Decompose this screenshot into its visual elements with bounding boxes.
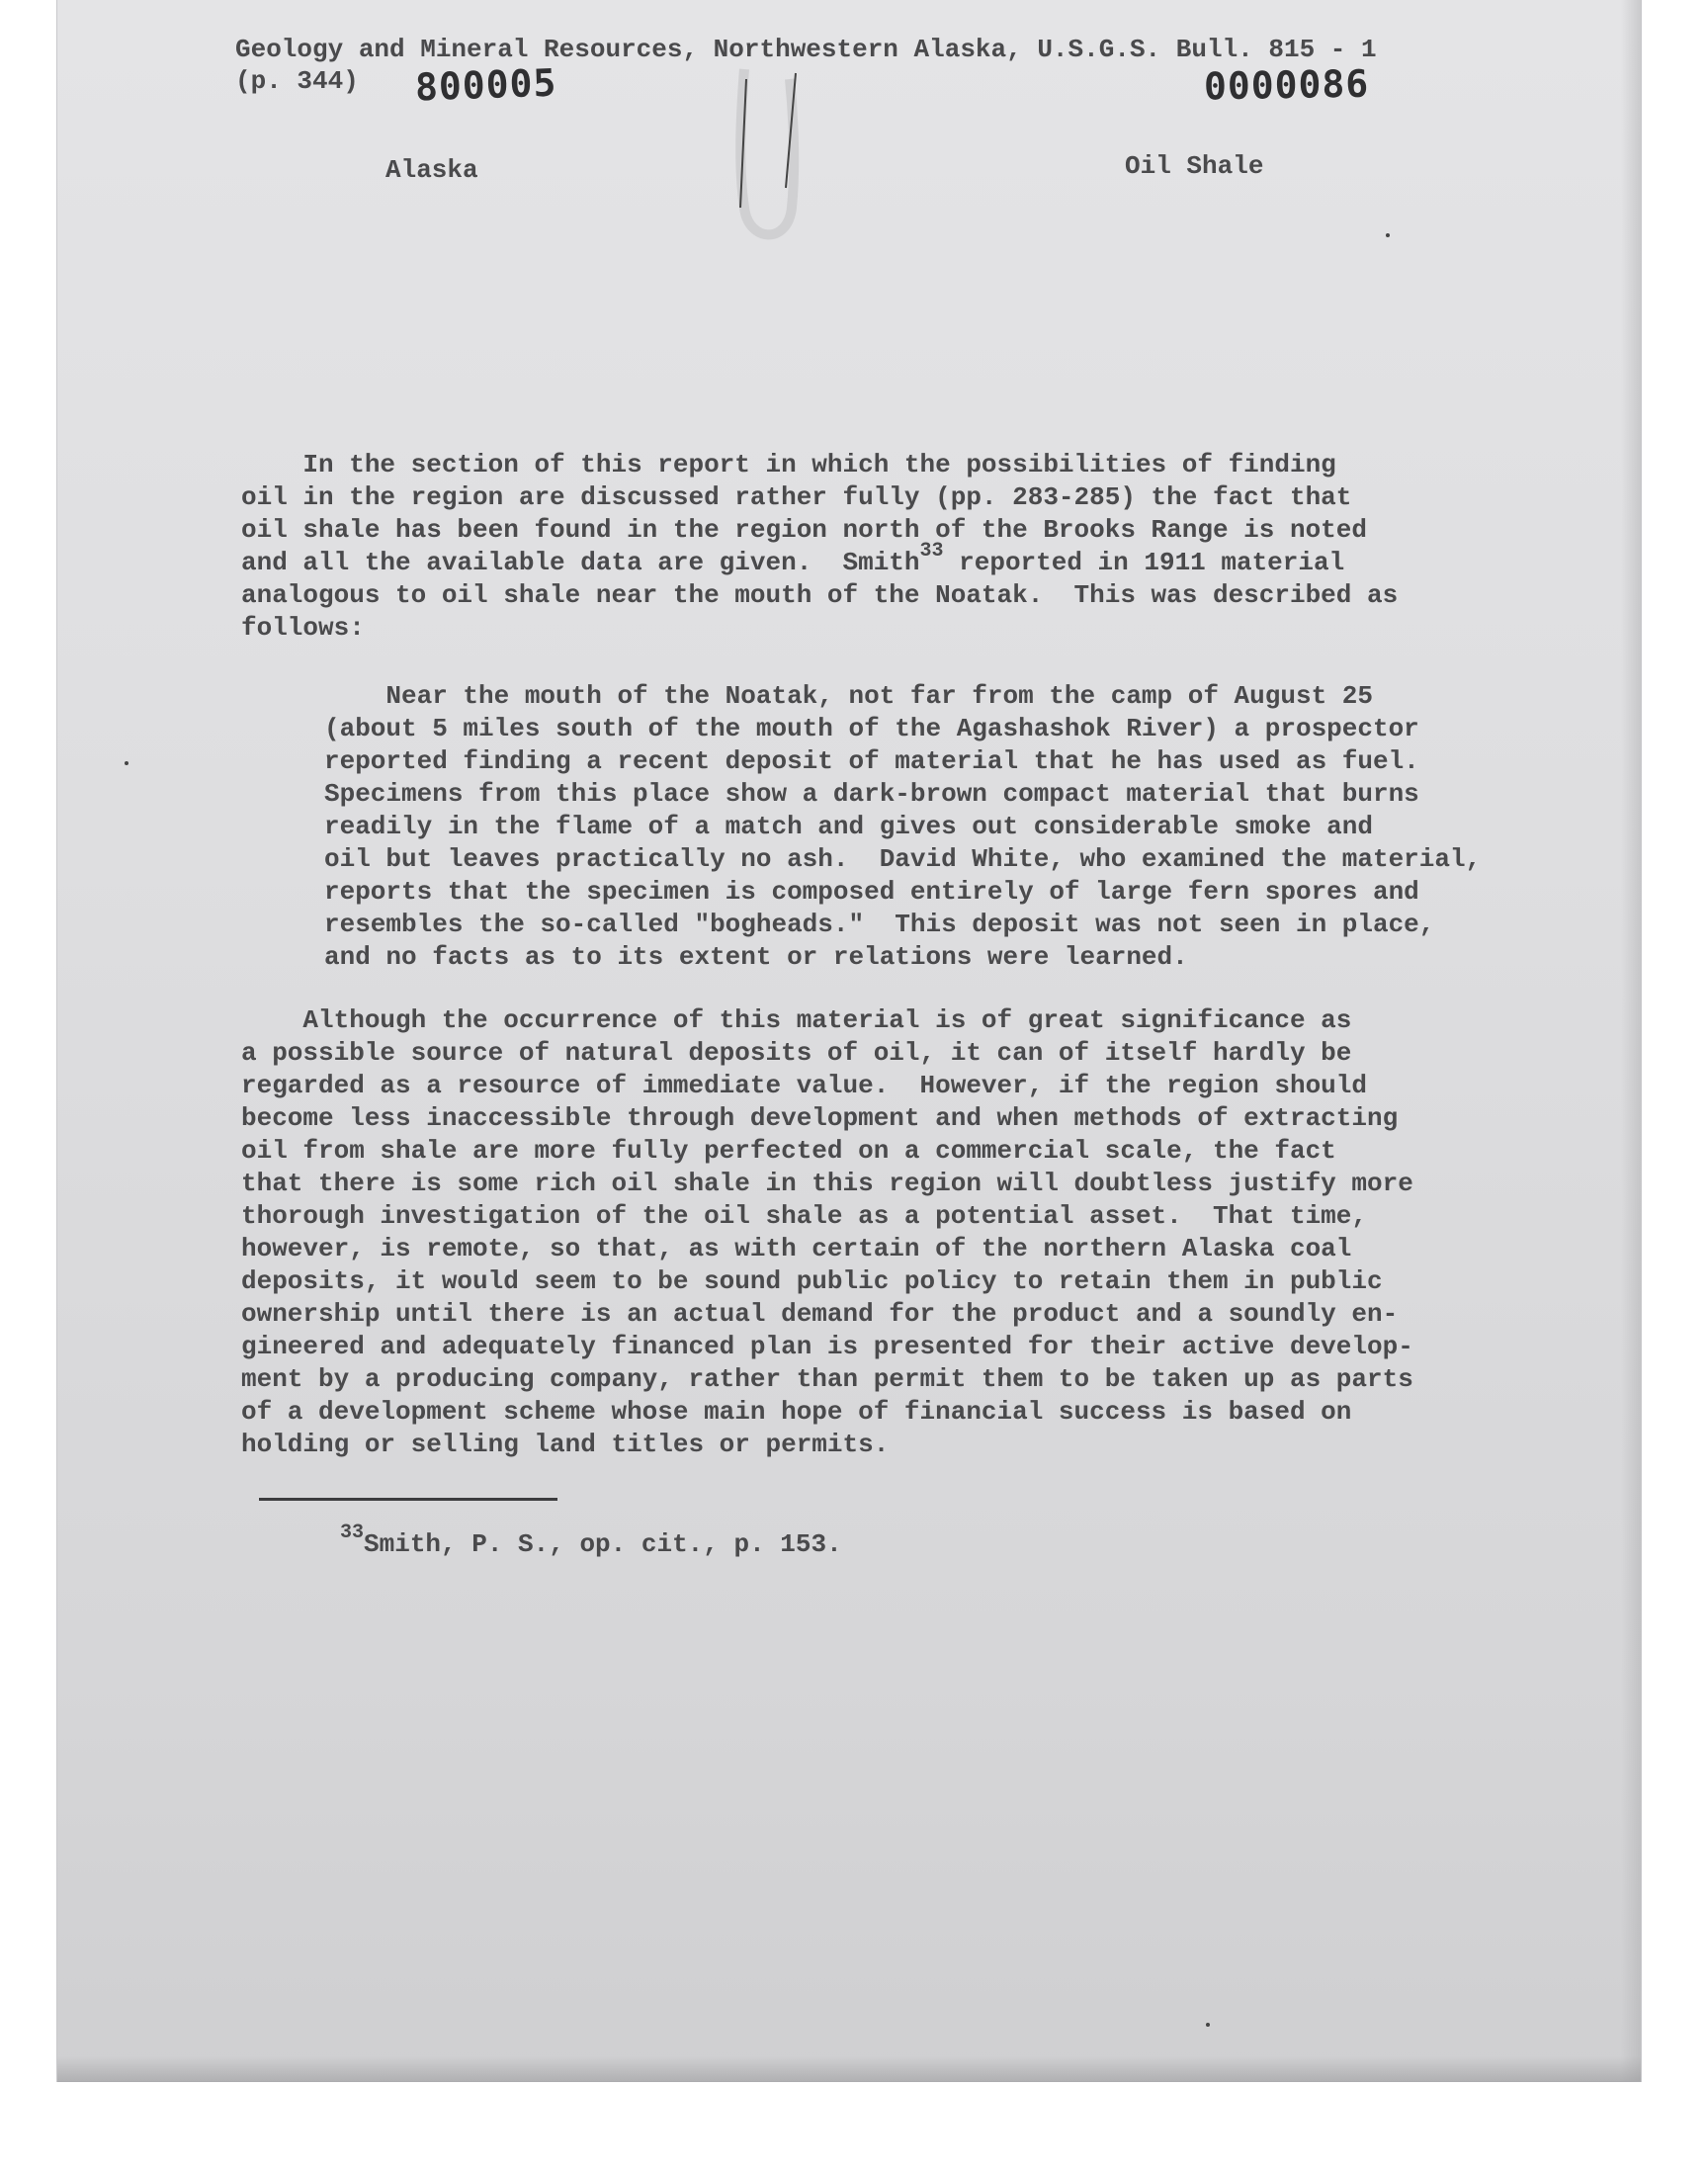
header-page-ref: (p. 344) <box>235 66 359 96</box>
sheet-edge-shadow <box>1621 0 1641 2081</box>
paragraph-line: thorough investigation of the oil shale as a potential asset. That time, <box>241 1201 1367 1231</box>
paragraph-line: ownership until there is an actual demand for the product and a soundly en- <box>241 1299 1399 1329</box>
speck <box>1386 233 1390 237</box>
paragraph-line: of a development scheme whose main hope of financial success is based on <box>241 1397 1352 1427</box>
quote-line: Specimens from this place show a dark-brown compact material that burns <box>324 779 1419 809</box>
location-label: Alaska <box>385 155 478 185</box>
speck <box>1206 2023 1210 2027</box>
footnote-number: 33 <box>340 1522 365 1545</box>
paragraph-line: analogous to oil shale near the mouth of the Noatak. This was described as <box>241 580 1399 610</box>
quote-line: reported finding a recent deposit of material that he has used as fuel. <box>324 746 1419 776</box>
paragraph-line: oil from shale are more fully perfected on a commercial scale, the fact <box>241 1136 1336 1166</box>
footnote-text: Smith, P. S., op. cit., p. 153. <box>364 1529 842 1559</box>
paperclip-mark <box>726 59 825 257</box>
paragraph-line <box>241 540 1345 579</box>
paragraph-line: oil in the region are discussed rather fully (pp. 283-285) the fact that <box>241 482 1352 512</box>
speck <box>125 761 128 765</box>
footnote-reference: 33 <box>919 540 944 564</box>
footnote-divider <box>259 1498 557 1501</box>
paragraph-line: oil shale has been found in the region north of the Brooks Range is noted <box>241 515 1367 545</box>
quote-line: reports that the specimen is composed entirely of large fern spores and <box>324 877 1419 907</box>
paragraph-line: that there is some rich oil shale in this region will doubtless justify more <box>241 1169 1413 1198</box>
paragraph-line: In the section of this report in which the possibilities of finding <box>241 450 1336 479</box>
quote-line: readily in the flame of a match and gives out considerable smoke and <box>324 812 1373 841</box>
topic-label: Oil Shale <box>1125 151 1264 181</box>
paragraph-line: deposits, it would seem to be sound public policy to retain them in public <box>241 1266 1383 1296</box>
document-number-stamp: 800005 <box>414 60 558 110</box>
paragraph-text: reported in 1911 material <box>943 548 1345 577</box>
header-citation: Geology and Mineral Resources, Northwestern Alaska, U.S.G.S. Bull. 815 - 1 <box>235 35 1377 64</box>
paragraph-line: gineered and adequately financed plan is presented for their active develop- <box>241 1332 1413 1361</box>
paragraph-text: and all the available data are given. Smith <box>241 548 920 577</box>
quote-line: and no facts as to its extent or relations were learned. <box>324 942 1188 972</box>
quote-line: oil but leaves practically no ash. David White, who examined the material, <box>324 844 1482 874</box>
footnote <box>340 1522 842 1561</box>
paragraph-line: holding or selling land titles or permits. <box>241 1430 890 1459</box>
quote-line: resembles the so-called "bogheads." This deposit was not seen in place, <box>324 910 1435 939</box>
paragraph-line: regarded as a resource of immediate value. However, if the region should <box>241 1071 1367 1100</box>
document-number-stamp: 0000086 <box>1203 61 1370 109</box>
sheet-bottom-shadow <box>57 2056 1641 2082</box>
paragraph-line: a possible source of natural deposits of oil, it can of itself hardly be <box>241 1038 1352 1068</box>
paragraph-line: ment by a producing company, rather than permit them to be taken up as parts <box>241 1364 1413 1394</box>
quote-line: Near the mouth of the Noatak, not far from the camp of August 25 <box>324 681 1373 711</box>
paragraph-line: however, is remote, so that, as with certain of the northern Alaska coal <box>241 1234 1352 1263</box>
quote-line: (about 5 miles south of the mouth of the Agashashok River) a prospector <box>324 714 1419 743</box>
paragraph-line: follows: <box>241 613 365 643</box>
paragraph-line: Although the occurrence of this material is of great significance as <box>241 1005 1352 1035</box>
paragraph-line: become less inaccessible through development and when methods of extracting <box>241 1103 1399 1133</box>
